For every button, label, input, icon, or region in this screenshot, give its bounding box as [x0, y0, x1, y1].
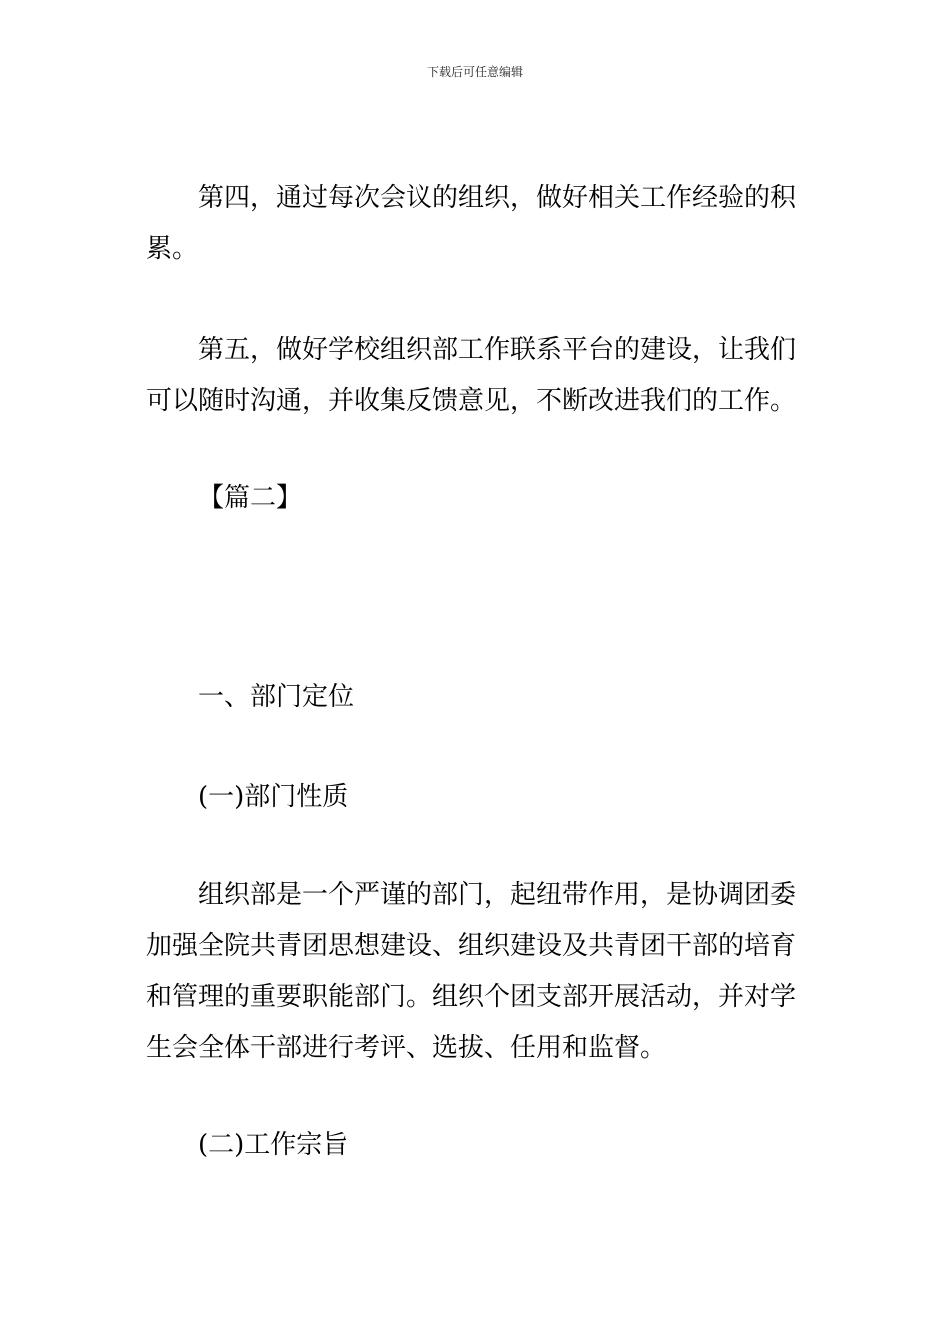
section-title: 【篇二】: [198, 483, 303, 513]
paragraph-fourth: 第四，通过每次会议的组织，做好相关工作经验的积累。: [146, 183, 797, 264]
paragraph-department-description: 组织部是一个严谨的部门，起纽带作用，是协调团委加强全院共青团思想建设、组织建设及共青团干部的培育和管理的重要职能部门。组织个团支部开展活动，并对学生会全体干部进行考评、选拔、任用和监督。: [146, 880, 797, 1063]
heading-department-nature: (一)部门性质: [198, 782, 349, 812]
heading-work-purpose: (二)工作宗旨: [198, 1130, 349, 1160]
page-header-note: 下载后可任意编辑: [426, 65, 523, 79]
paragraph-fifth: 第五，做好学校组织部工作联系平台的建设，让我们可以随时沟通，并收集反馈意见，不断改进我们的工作。: [146, 335, 797, 416]
heading-department-position: 一、部门定位: [198, 682, 355, 712]
